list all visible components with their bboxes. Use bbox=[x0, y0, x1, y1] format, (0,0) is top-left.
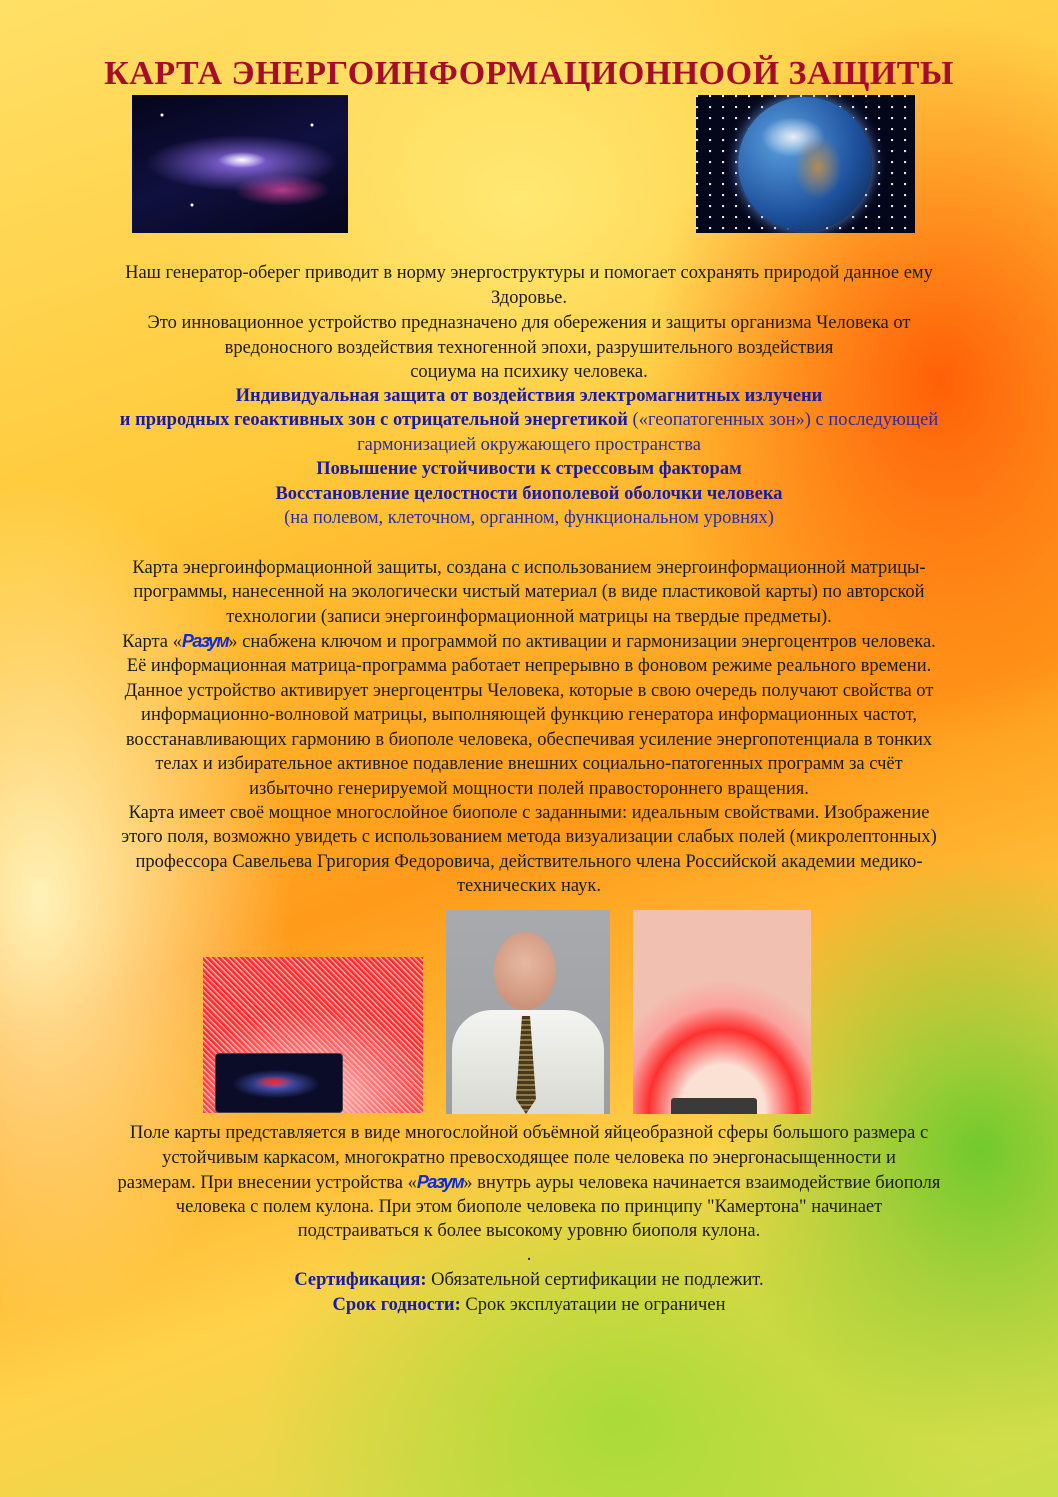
field-text: размерам. При внесении устройства « bbox=[117, 1173, 417, 1193]
field-text: » внутрь ауры человека начинается взаимодействие биополя bbox=[463, 1173, 941, 1193]
body-line: Её информационная матрица-программа работает непрерывно в фоновом режиме реального времени. bbox=[126, 656, 932, 676]
shelf-life-line bbox=[40, 1293, 1018, 1318]
body-line: технических наук. bbox=[456, 876, 602, 896]
intro-line: Наш генератор-оберег приводит в норму энергоструктуры и помогает сохранять природой данное ему bbox=[125, 263, 933, 283]
intro-line: Это инновационное устройство предназначено для обережения и защиты организма Человека от bbox=[147, 313, 911, 333]
body-line: Карта энергоинформационной защиты, создана с использованием энергоинформационной матрицы- bbox=[132, 558, 926, 578]
intro-line: вредоносного воздействия техногенной эпохи, разрушительного воздействия bbox=[224, 338, 834, 358]
globe-shape bbox=[738, 97, 872, 231]
galaxy-image bbox=[132, 95, 348, 233]
field-line: человека с полем кулона. При этом биополе человека по принципу "Камертона" начинает bbox=[175, 1197, 883, 1217]
field-dot: . bbox=[526, 1245, 532, 1265]
body-text: » снабжена ключом и программой по активации и гармонизации энергоцентров человека. bbox=[228, 632, 936, 652]
intro-line: Здоровье. bbox=[491, 288, 567, 308]
certification-value: Обязательной сертификации не подлежит. bbox=[426, 1270, 764, 1290]
brand-logo-text: Разум bbox=[416, 1172, 464, 1192]
card-image bbox=[215, 1053, 343, 1113]
intro-line: социума на психику человека. bbox=[410, 362, 648, 382]
head-shape bbox=[494, 932, 556, 1010]
feature-line: Восстановление целостности биополевой оболочки человека bbox=[275, 484, 783, 504]
feature-line bbox=[40, 408, 1018, 433]
feature-line: Повышение устойчивости к стрессовым факторам bbox=[316, 459, 742, 479]
page-title: КАРТА ЭНЕРГОИНФОРМАЦИОННООЙ ЗАЩИТЫ bbox=[104, 55, 954, 92]
field-line: Поле карты представляется в виде многослойной объёмной яйцеобразной сферы большого размера с bbox=[129, 1123, 929, 1143]
body-line: телах и избирательное активное подавление внешних социально-патогенных программ за счёт bbox=[155, 754, 903, 774]
earth-image bbox=[696, 95, 915, 233]
field-line bbox=[40, 1170, 1018, 1196]
body-line: профессора Савельева Григория Федоровича, действительного члена Российской академии медико- bbox=[135, 852, 923, 872]
certification-line bbox=[40, 1268, 1018, 1293]
certification-label: Сертификация: bbox=[294, 1270, 427, 1290]
body-text: Карта « bbox=[122, 632, 182, 652]
shelf-life-value: Срок эксплуатации не ограничен bbox=[460, 1295, 726, 1315]
professor-photo bbox=[446, 910, 610, 1114]
biofield-photo bbox=[633, 910, 811, 1114]
brand-logo-text: Разум bbox=[181, 631, 229, 651]
body-line: технологии (записи энергоинформационной матрицы на твердые предметы). bbox=[226, 607, 832, 627]
feature-bold-text: и природных геоактивных зон с отрицательной энергетикой bbox=[119, 410, 628, 430]
device-base bbox=[671, 1098, 757, 1114]
body-line: восстанавливающих гармонию в биополе человека, обеспечивая усиление энергопотенциала в тонких bbox=[125, 730, 933, 750]
body-line: Данное устройство активирует энергоцентры Человека, которые в свою очередь получают свойства от bbox=[124, 681, 934, 701]
feature-text: («геопатогенных зон») с последующей bbox=[627, 410, 939, 430]
body-line: программы, нанесенной на экологически чистый материал (в виде пластиковой карты) по авторской bbox=[133, 582, 925, 602]
card-field-photo bbox=[203, 957, 423, 1113]
body-line: избыточно генерируемой мощности полей правостороннего вращения. bbox=[249, 779, 809, 799]
feature-line: (на полевом, клеточном, органном, функциональном уровнях) bbox=[284, 508, 774, 528]
field-line: подстраиваться к более высокому уровню биополя кулона. bbox=[297, 1221, 761, 1241]
feature-line: гармонизацией окружающего пространства bbox=[357, 435, 701, 455]
body-line: информационно-волновой матрицы, выполняющей функцию генератора информационных частот, bbox=[141, 705, 917, 725]
field-line: устойчивым каркасом, многократно превосходящее поле человека по энергонасыщенности и bbox=[162, 1148, 896, 1168]
body-line: этого поля, возможно увидеть с использованием метода визуализации слабых полей (микролептонных) bbox=[121, 827, 937, 847]
body-line: Карта имеет своё мощное многослойное биополе с заданными: идеальным свойствами. Изображение bbox=[128, 803, 930, 823]
feature-line: Индивидуальная защита от воздействия электромагнитных излучени bbox=[235, 386, 823, 406]
shelf-life-label: Срок годности: bbox=[332, 1295, 461, 1315]
body-line bbox=[40, 629, 1018, 655]
